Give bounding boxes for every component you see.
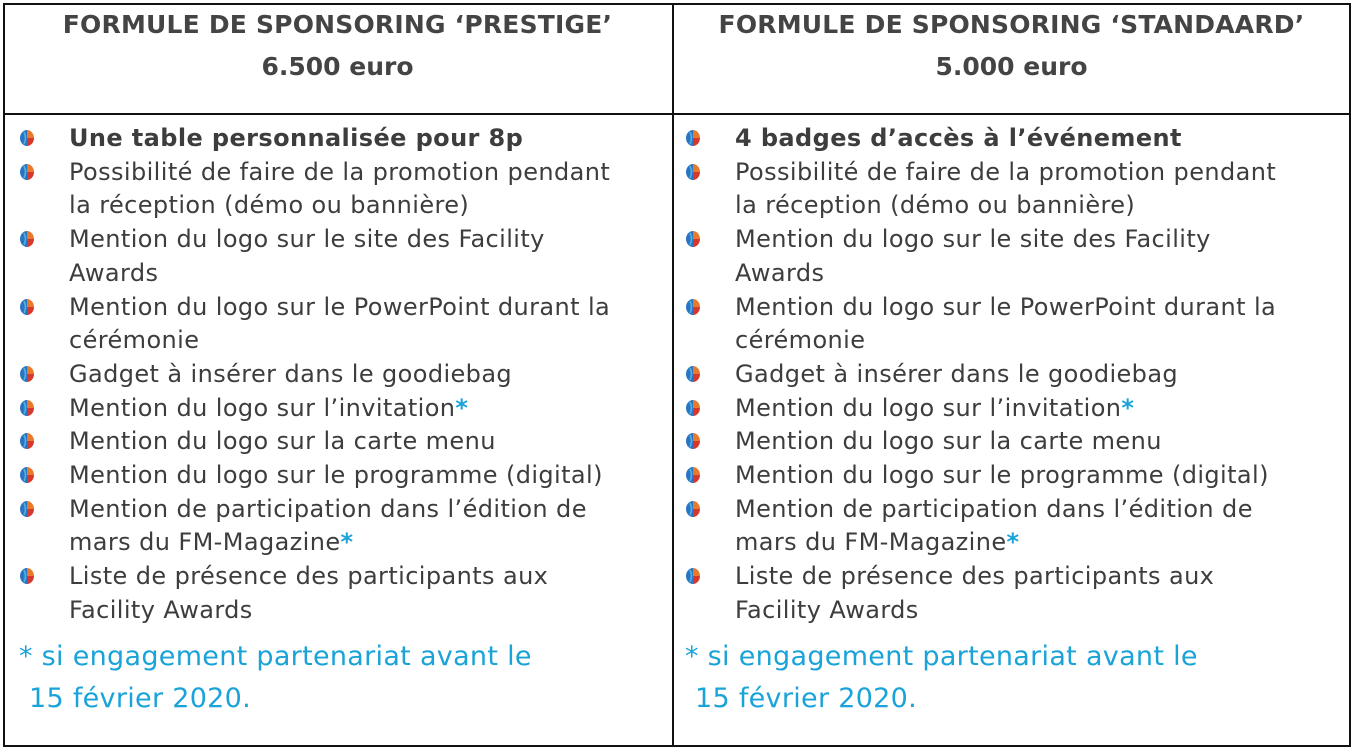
footnote-line1: * si engagement partenariat avant le	[685, 641, 1198, 672]
header-divider	[5, 113, 1349, 115]
footnote-star: *	[340, 528, 354, 557]
list-item-text: Mention du logo sur l’invitation*	[69, 393, 469, 422]
footnote-line2: 15 février 2020.	[29, 683, 252, 714]
list-item	[19, 357, 674, 391]
header-title: FORMULE DE SPONSORING ‘PRESTIGE’	[62, 10, 613, 39]
list-item	[19, 222, 674, 289]
list-item	[19, 458, 674, 492]
globe-bullet-icon	[19, 298, 35, 316]
list-item-text: mars du FM-Magazine*	[69, 528, 354, 557]
list-item-text: Liste de présence des participants aux	[69, 562, 549, 591]
list-item-text: Possibilité de faire de la promotion pendant	[735, 157, 1277, 186]
list-item	[685, 222, 1340, 289]
list-item-text: mars du FM-Magazine*	[735, 528, 1020, 557]
list-item	[685, 492, 1340, 559]
header-title: FORMULE DE SPONSORING ‘STANDAARD’	[718, 10, 1305, 39]
list-item-text: 4 badges d’accès à l’événement	[735, 124, 1182, 152]
globe-bullet-icon	[19, 365, 35, 383]
list-item-text: la réception (démo ou bannière)	[69, 191, 470, 220]
footnote-line1: * si engagement partenariat avant le	[19, 641, 532, 672]
footnote-line2: 15 février 2020.	[695, 683, 918, 714]
list-item-text: Mention du logo sur la carte menu	[69, 427, 496, 456]
sponsoring-table	[3, 3, 1351, 747]
list-item	[19, 290, 674, 357]
list-item	[685, 559, 1340, 626]
globe-bullet-icon	[685, 365, 701, 383]
list-item-text: la réception (démo ou bannière)	[735, 191, 1136, 220]
globe-bullet-icon	[19, 466, 35, 484]
list-item-text: Mention du logo sur le site des Facility	[69, 225, 545, 254]
globe-bullet-icon	[685, 230, 701, 248]
list-item-text: Mention du logo sur le site des Facility	[735, 225, 1211, 254]
list-item	[19, 121, 674, 155]
globe-bullet-icon	[19, 399, 35, 417]
list-item-text: Gadget à insérer dans le goodiebag	[735, 359, 1179, 388]
list-item-text: Awards	[69, 258, 159, 287]
globe-bullet-icon	[685, 500, 701, 518]
list-item	[685, 155, 1340, 222]
list-item-text: Mention du logo sur la carte menu	[735, 427, 1162, 456]
globe-bullet-icon	[19, 129, 35, 147]
list-item	[19, 391, 674, 425]
list-item-text: cérémonie	[69, 326, 200, 355]
globe-bullet-icon	[19, 432, 35, 450]
header-price: 6.500 euro	[261, 52, 414, 81]
list-item	[685, 424, 1340, 458]
header-standaard	[674, 5, 1349, 113]
list-item	[19, 424, 674, 458]
list-item	[19, 492, 674, 559]
list-item-text: Mention du logo sur le PowerPoint durant la	[69, 292, 611, 321]
footnote-star: *	[455, 393, 469, 422]
header-price: 5.000 euro	[935, 52, 1088, 81]
footnote-star: *	[1121, 393, 1135, 422]
list-item	[685, 391, 1340, 425]
list-item	[685, 290, 1340, 357]
globe-bullet-icon	[685, 432, 701, 450]
globe-bullet-icon	[685, 129, 701, 147]
globe-bullet-icon	[685, 399, 701, 417]
list-item-text: Mention du logo sur le programme (digital)	[735, 461, 1269, 489]
list-item-text: Possibilité de faire de la promotion pendant	[69, 157, 611, 186]
list-item-text: Awards	[735, 258, 825, 287]
globe-bullet-icon	[685, 298, 701, 316]
globe-bullet-icon	[685, 466, 701, 484]
header-prestige	[5, 5, 670, 113]
globe-bullet-icon	[685, 163, 701, 181]
list-item-text: Mention du logo sur le programme (digital)	[69, 461, 603, 489]
list-item-text: Liste de présence des participants aux	[735, 562, 1215, 591]
globe-bullet-icon	[19, 500, 35, 518]
globe-bullet-icon	[19, 567, 35, 585]
list-item-text: Gadget à insérer dans le goodiebag	[69, 359, 513, 388]
list-item-text: Facility Awards	[69, 595, 253, 624]
list-item-text: Mention du logo sur le PowerPoint durant la	[735, 292, 1277, 321]
list-item	[685, 357, 1340, 391]
footnote-star: *	[1006, 528, 1020, 557]
list-item-text: Mention du logo sur l’invitation*	[735, 393, 1135, 422]
globe-bullet-icon	[19, 230, 35, 248]
list-item	[685, 121, 1340, 155]
list-item	[19, 155, 674, 222]
globe-bullet-icon	[19, 163, 35, 181]
list-item	[685, 458, 1340, 492]
list-item-text: Une table personnalisée pour 8p	[69, 124, 524, 152]
list-item-text: Facility Awards	[735, 595, 919, 624]
list-item-text: cérémonie	[735, 326, 866, 355]
list-item-text: Mention de participation dans l’édition de	[69, 494, 587, 523]
list-item	[19, 559, 674, 626]
globe-bullet-icon	[685, 567, 701, 585]
list-item-text: Mention de participation dans l’édition de	[735, 494, 1253, 523]
